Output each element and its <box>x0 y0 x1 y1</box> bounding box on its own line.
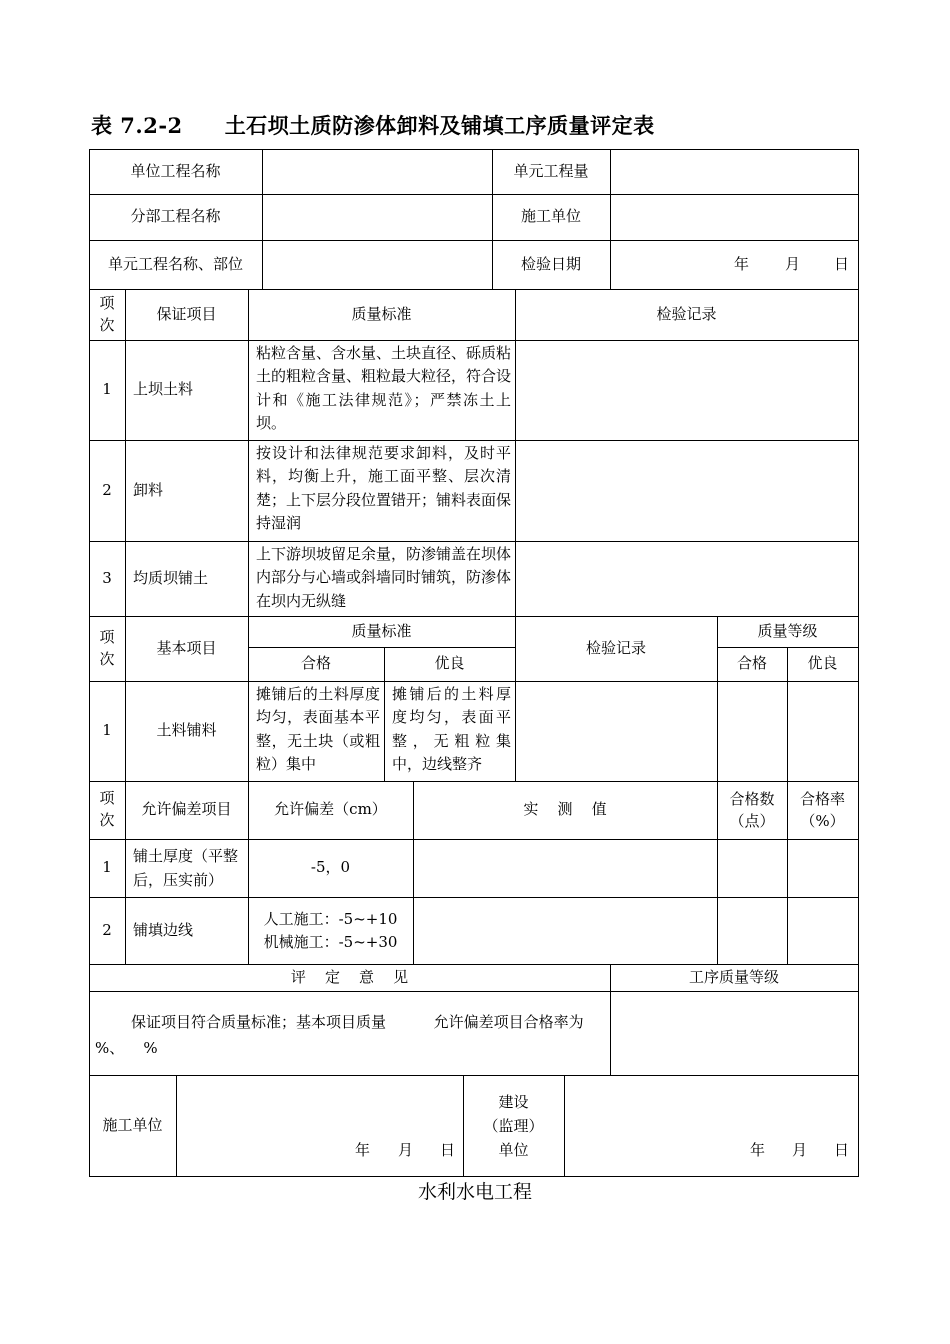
unit-work-name-location-label: 单元工程名称、部位 <box>107 254 243 273</box>
tolerance-col-tolerance: 允许偏差（cm） <box>274 800 387 819</box>
basic-col-good: 优良 <box>434 654 465 673</box>
construction-unit-value[interactable] <box>610 194 858 240</box>
basic-col-item: 基本项目 <box>156 638 217 657</box>
basic-row-1-record[interactable] <box>515 681 717 781</box>
signoff-construction-unit-signature[interactable] <box>176 1075 463 1176</box>
tolerance-row-2-pass-rate[interactable] <box>787 897 858 964</box>
guarantee-row-3-standard: 上下游坝坡留足余量，防渗铺盖在坝体内部分与心墙或斜墙同时铺筑，防渗体在坝内无纵缝 <box>256 545 512 610</box>
form-title <box>91 110 655 140</box>
tolerance-row-1-item: 铺土厚度（平整后，压实前） <box>133 847 239 889</box>
tolerance-row-2-item: 铺填边线 <box>133 920 194 939</box>
signoff-construction-year: 年 <box>355 1141 371 1159</box>
tolerance-col-index: 项 次 <box>99 789 115 829</box>
signoff-supervisor-label: 建设 （监理） 单位 <box>483 1092 544 1159</box>
tolerance-row-1-value: -5，0 <box>310 858 351 877</box>
date-month: 月 <box>785 255 801 273</box>
tolerance-row-2-no: 2 <box>102 920 112 939</box>
unit-work-amount-label: 单元工程量 <box>513 161 589 180</box>
basic-col-pass: 合格 <box>300 654 331 673</box>
tolerance-col-pass-count: 合格数 （点） <box>729 789 775 830</box>
unit-project-name-value[interactable] <box>262 149 492 194</box>
evaluation-grade-header: 工序质量等级 <box>688 967 779 986</box>
inspection-date-label: 检验日期 <box>520 254 581 273</box>
basic-row-1-item: 土料铺料 <box>156 721 217 740</box>
guarantee-row-1-no: 1 <box>102 380 112 399</box>
date-day: 日 <box>834 255 850 273</box>
guarantee-row-2-item: 卸料 <box>133 480 164 499</box>
sub-project-name-label: 分部工程名称 <box>130 207 221 226</box>
evaluation-grade-value[interactable] <box>610 991 858 1075</box>
basic-col-grade-pass: 合格 <box>736 654 767 673</box>
basic-row-1-no: 1 <box>102 721 112 740</box>
unit-project-name-label: 单位工程名称 <box>130 161 221 180</box>
signoff-supervisor-day: 日 <box>834 1141 850 1159</box>
basic-col-grade: 质量等级 <box>757 621 818 640</box>
unit-work-name-location-value[interactable] <box>262 240 492 289</box>
date-year: 年 <box>734 255 750 273</box>
guarantee-col-standard: 质量标准 <box>351 304 412 323</box>
signoff-construction-day: 日 <box>440 1141 456 1159</box>
tolerance-row-1-no: 1 <box>102 858 112 877</box>
basic-row-1-good: 摊铺后的土料厚度均匀，表面平整，无粗粒集中，边线整齐 <box>392 685 511 773</box>
evaluation-opinion-text: 保证项目符合质量标准；基本项目质量 允许偏差项目合格率为 %、 % <box>95 1013 603 1057</box>
form-code: 表 7.2-2 <box>91 113 183 138</box>
tolerance-row-1-measured[interactable] <box>413 839 717 897</box>
guarantee-row-1-standard: 粘粒含量、含水量、土块直径、砾质粘土的粗粒含量、粗粒最大粒径，符合设计和《施工法律规范》；严禁冻土上坝。 <box>256 344 512 432</box>
sub-project-name-value[interactable] <box>262 194 492 240</box>
guarantee-row-3-item: 均质坝铺土 <box>133 568 209 587</box>
guarantee-row-3-no: 3 <box>102 568 112 587</box>
guarantee-row-3-record[interactable] <box>515 541 858 616</box>
tolerance-row-1-pass-count[interactable] <box>717 839 787 897</box>
tolerance-col-measured: 实 测 值 <box>523 800 607 819</box>
tolerance-row-2-measured[interactable] <box>413 897 717 964</box>
basic-row-1-pass: 摊铺后的土料厚度均匀，表面基本平整，无土块（或粗粒）集中 <box>256 685 380 773</box>
basic-row-1-grade-pass[interactable] <box>717 681 787 781</box>
tolerance-col-pass-rate: 合格率 （%） <box>799 789 845 830</box>
basic-col-grade-good: 优良 <box>807 654 838 673</box>
guarantee-col-item: 保证项目 <box>156 304 217 323</box>
guarantee-col-index: 项 次 <box>99 293 115 334</box>
guarantee-row-1-record[interactable] <box>515 340 858 440</box>
basic-col-index: 项 次 <box>99 627 115 668</box>
signoff-supervisor-signature[interactable] <box>564 1075 858 1176</box>
guarantee-row-2-standard: 按设计和法律规范要求卸料，及时平料，均衡上升，施工面平整、层次清楚；上下层分段位置错开；铺料表面保持湿润 <box>256 444 512 532</box>
inspection-date-value[interactable] <box>610 240 858 289</box>
tolerance-row-2-pass-count[interactable] <box>717 897 787 964</box>
signoff-construction-month: 月 <box>398 1141 414 1159</box>
page-footer: 水利水电工程 <box>417 1181 532 1203</box>
basic-col-standard: 质量标准 <box>351 621 412 640</box>
guarantee-row-2-no: 2 <box>102 480 112 499</box>
form-title-text: 土石坝土质防渗体卸料及铺填工序质量评定表 <box>224 113 655 138</box>
basic-row-1-grade-good[interactable] <box>787 681 858 781</box>
basic-col-record: 检验记录 <box>585 638 646 657</box>
signoff-supervisor-month: 月 <box>792 1141 808 1159</box>
evaluation-opinion-header: 评 定 意 见 <box>290 967 409 986</box>
construction-unit-label: 施工单位 <box>520 207 581 226</box>
guarantee-row-2-record[interactable] <box>515 440 858 541</box>
guarantee-row-1-item: 上坝土料 <box>133 380 194 399</box>
signoff-construction-unit-label: 施工单位 <box>102 1115 163 1134</box>
unit-work-amount-value[interactable] <box>610 149 858 194</box>
tolerance-row-1-pass-rate[interactable] <box>787 839 858 897</box>
guarantee-col-record: 检验记录 <box>656 304 717 323</box>
tolerance-col-item: 允许偏差项目 <box>141 800 232 819</box>
tolerance-row-2-value: 人工施工：-5~+10 机械施工：-5~+30 <box>263 910 398 951</box>
signoff-supervisor-year: 年 <box>750 1141 766 1159</box>
